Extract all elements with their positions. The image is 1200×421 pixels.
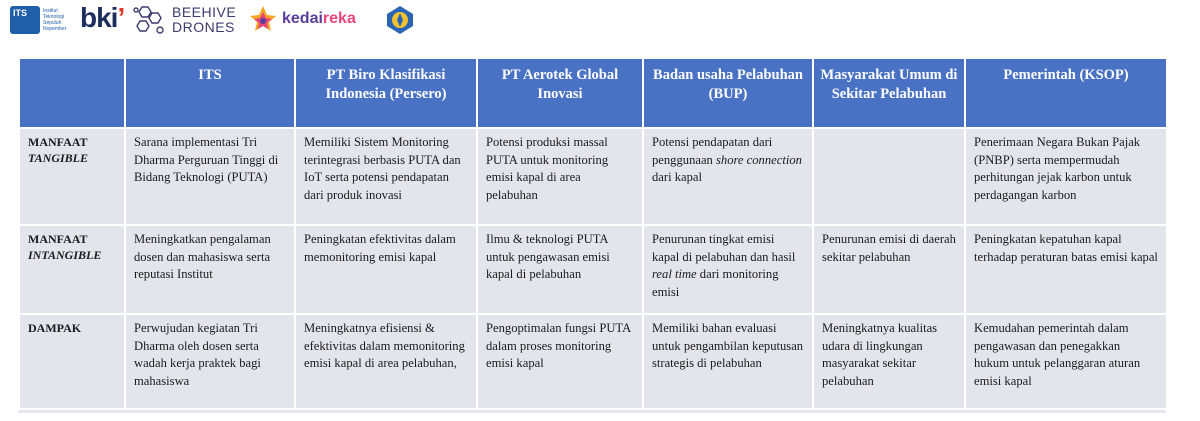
table-cell: Potensi produksi massal PUTA untuk monitoring emisi kapal di area pelabuhan [477,128,643,225]
table-row [19,314,1167,409]
kedaireka-part1: kedai [282,10,323,27]
table-cell: Kemudahan pemerintah dalam pengawasan dan penegakkan hukum untuk pelanggaran aturan emisi kapal [965,314,1167,409]
beehive-line1: BEEHIVE [172,4,237,20]
beehive-wordmark [172,5,236,35]
header-aerotek: PT Aerotek Global Inovasi [477,58,643,128]
header-masyarakat: Masyarakat Umum di Sekitar Pelabuhan [813,58,965,128]
table-cell: Penurunan emisi di daerah sekitar pelabuhan [813,225,965,314]
bki-accent-icon: ’ [117,2,125,33]
cell-text: Potensi pendapatan dari penggunaan [652,135,773,167]
table-cell: Meningkatkan pengalaman dosen dan mahasiswa serta reputasi Institut [125,225,295,314]
table-row [19,225,1167,314]
table-cell [643,225,813,314]
cell-text: dari monitoring emisi [652,267,779,299]
kedaireka-star-icon [248,4,278,34]
beehive-line2: DRONES [172,19,235,35]
tut-wuri-handayani-emblem [384,4,416,36]
table-cell: Ilmu & teknologi PUTA untuk pengawasan emisi kapal di pelabuhan [477,225,643,314]
table-cell: Memiliki Sistem Monitoring terintegrasi berbasis PUTA dan IoT serta potensi pendapatan dari produk inovasi [295,128,477,225]
its-subtitle: Institut Teknologi Sepuluh Nopember [43,8,67,32]
table-cell: Meningkatnya efisiensi & efektivitas dalam memonitoring emisi kapal di area pelabuhan, [295,314,477,409]
table-row [19,128,1167,225]
stakeholder-benefit-table-wrap [18,57,1166,413]
row-label-manfaat-intangible [19,225,125,314]
cell-text: dari kapal [652,170,702,184]
stakeholder-benefit-table [18,57,1168,410]
table-cell [643,128,813,225]
row-label-line2: TANGIBLE [28,151,89,165]
row-label-line1: DAMPAK [28,321,82,335]
row-label-line1: MANFAAT [28,135,88,149]
table-cell: Pengoptimalan fungsi PUTA dalam proses monitoring emisi kapal [477,314,643,409]
kedaireka-part2: reka [322,10,356,27]
table-cell [813,128,965,225]
cell-text: Penurunan tingkat emisi kapal di pelabuhan dan hasil [652,232,796,264]
tut-wuri-emblem-icon [384,4,416,36]
hexagon-cluster-icon [132,4,166,36]
cell-text-emphasis: real time [652,267,697,281]
header-its: ITS [125,58,295,128]
table-header-row [19,58,1167,128]
logo-bar [0,0,1200,40]
table-cell: Memiliki bahan evaluasi untuk pengambilan keputusan strategis di pelabuhan [643,314,813,409]
table-cell: Sarana implementasi Tri Dharma Perguruan Tinggi di Bidang Teknologi (PUTA) [125,128,295,225]
kedaireka-wordmark [282,10,356,28]
row-label-manfaat-tangible [19,128,125,225]
header-bki: PT Biro Klasifikasi Indonesia (Persero) [295,58,477,128]
its-badge: ITS [10,6,40,34]
row-label-dampak [19,314,125,409]
bki-wordmark: bki [80,2,118,33]
table-cell: Peningkatan efektivitas dalam memonitoring emisi kapal [295,225,477,314]
header-ksop: Pemerintah (KSOP) [965,58,1167,128]
bki-logo [80,2,124,34]
table-cell: Perwujudan kegiatan Tri Dharma oleh dosen serta wadah kerja praktek bagi mahasiswa [125,314,295,409]
table-cell: Peningkatan kepatuhan kapal terhadap peraturan batas emisi kapal [965,225,1167,314]
row-label-line1: MANFAAT [28,232,88,246]
cell-text-emphasis: shore connection [716,152,802,167]
row-label-line2: INTANGIBLE [28,248,102,262]
table-cell: Penerimaan Negara Bukan Pajak (PNBP) serta mempermudah perhitungan jejak karbon untuk perdagangan karbon [965,128,1167,225]
table-cell: Meningkatnya kualitas udara di lingkungan masyarakat sekitar pelabuhan [813,314,965,409]
header-corner [19,58,125,128]
beehive-drones-logo [132,4,236,36]
kedaireka-logo [248,4,356,34]
header-bup: Badan usaha Pelabuhan (BUP) [643,58,813,128]
its-logo [10,5,73,35]
